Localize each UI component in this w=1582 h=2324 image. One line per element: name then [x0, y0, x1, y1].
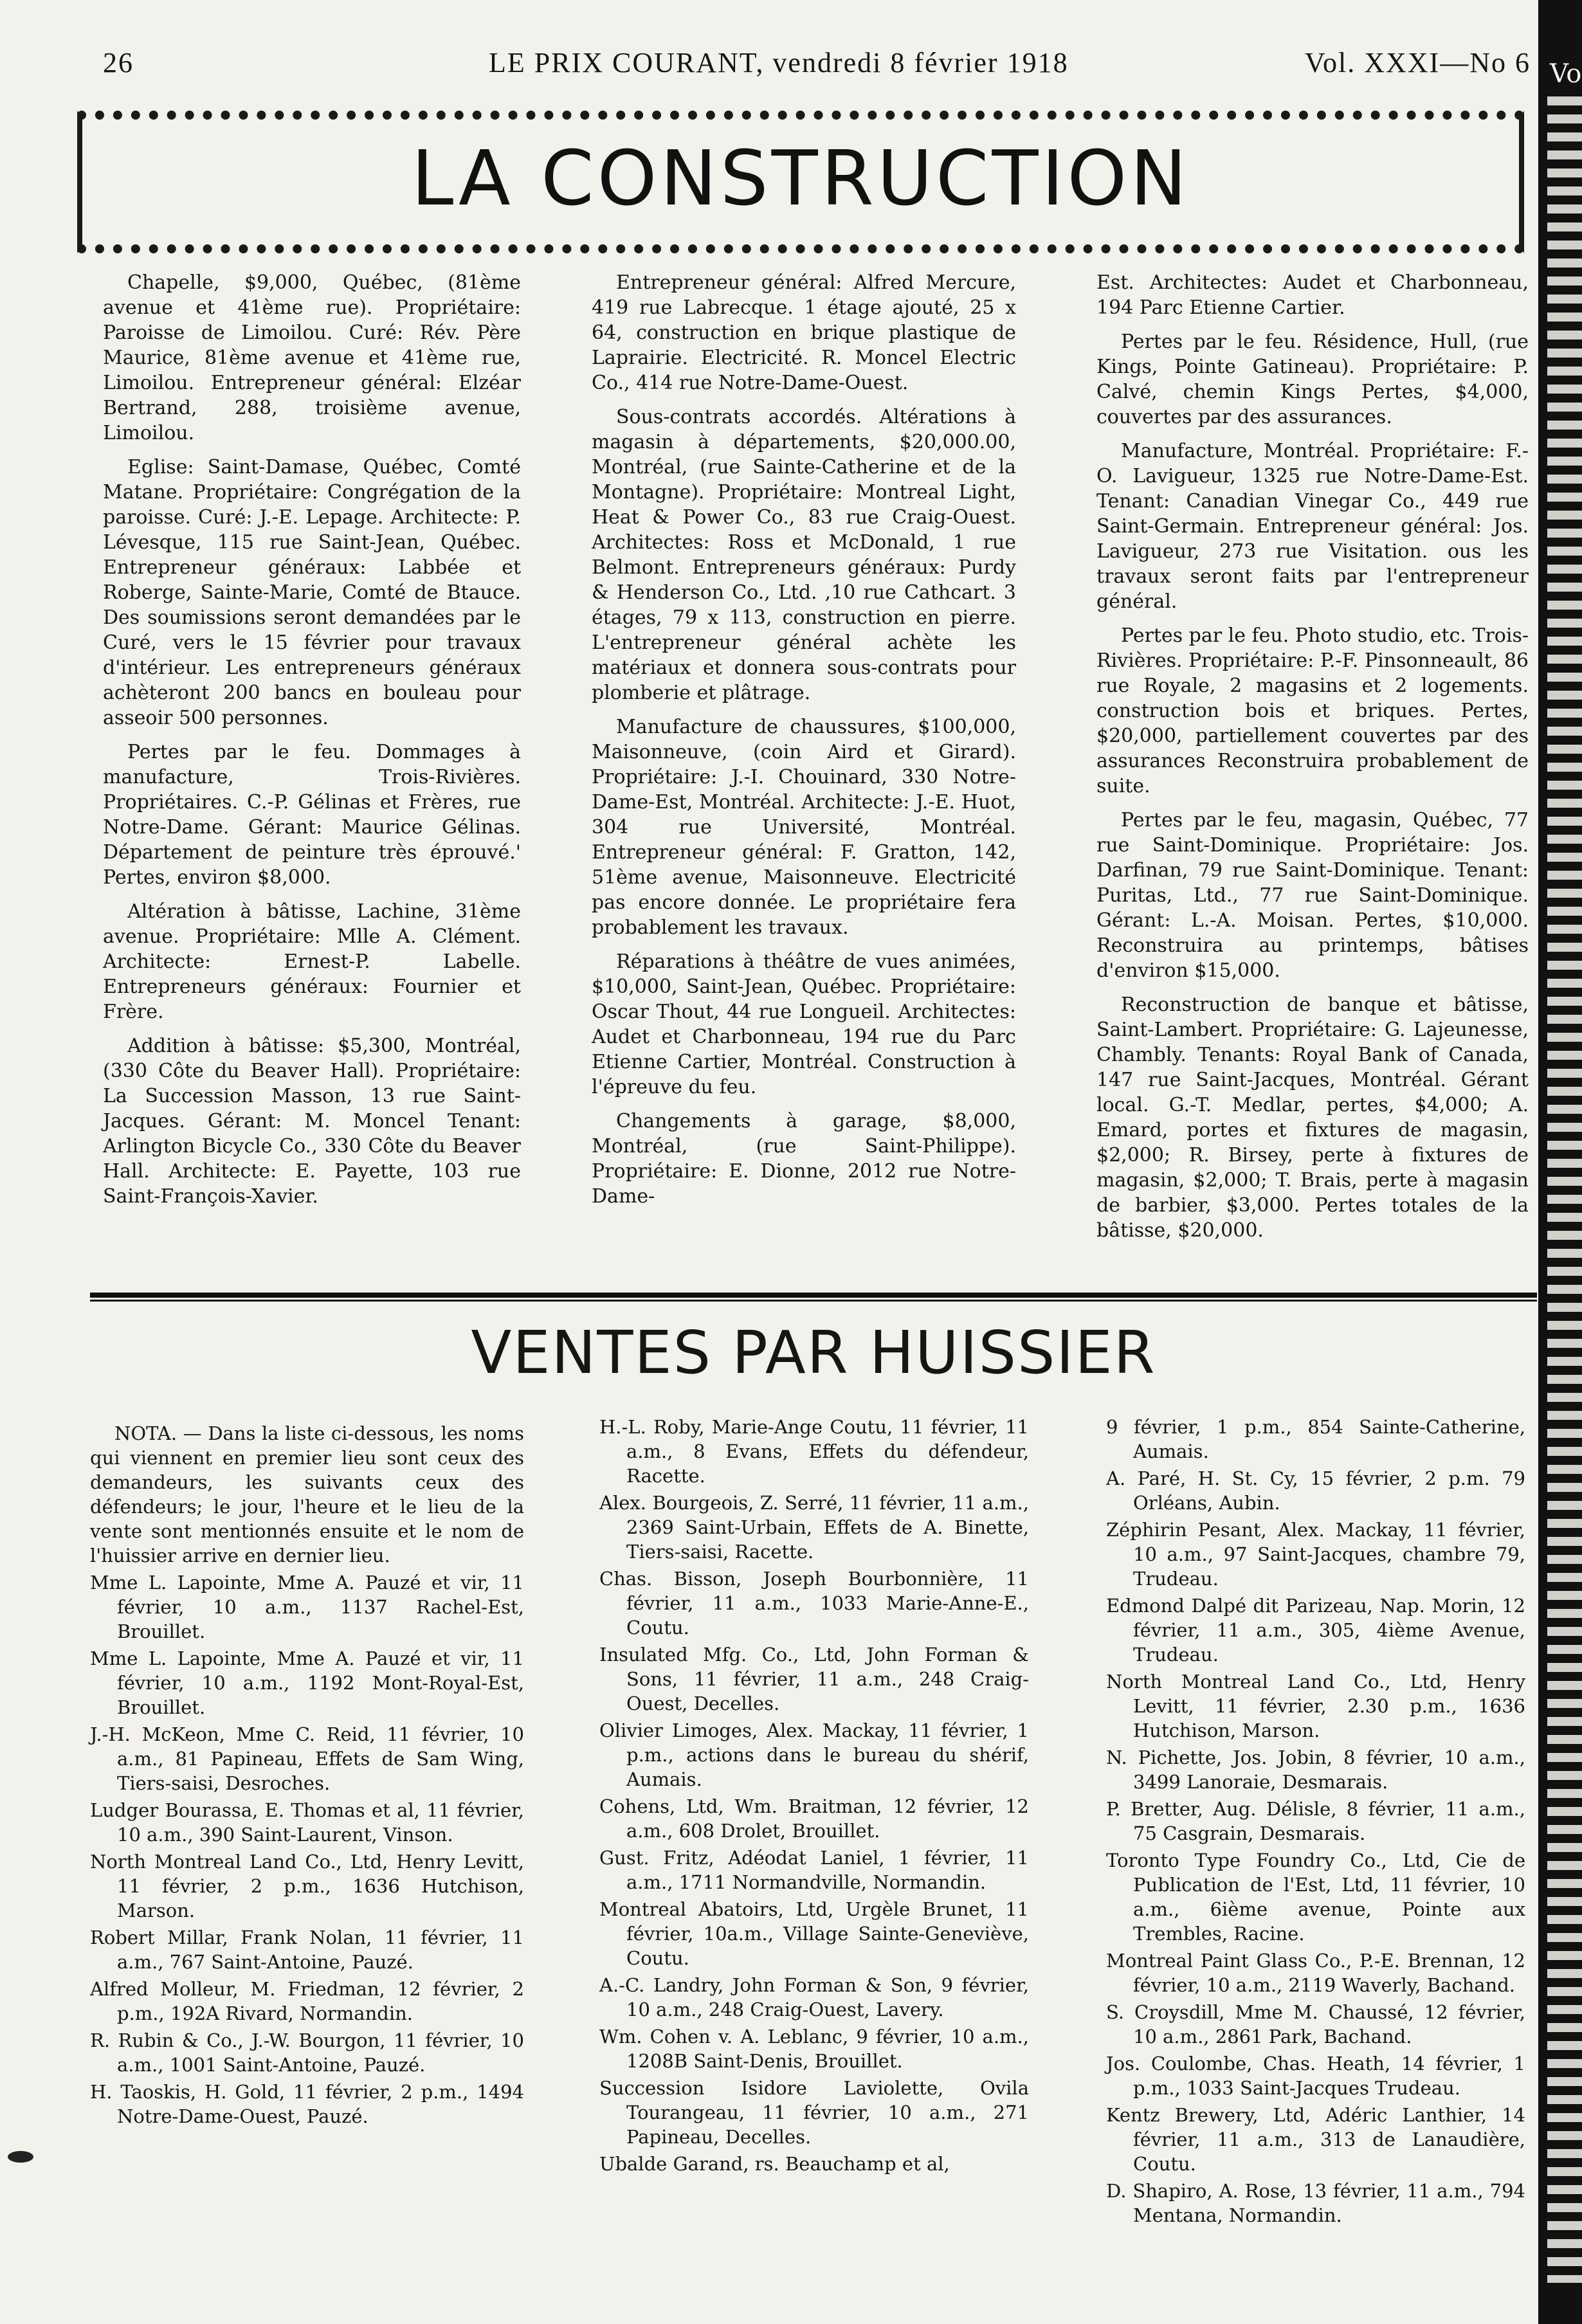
sale-entry: Insulated Mfg. Co., Ltd, John Forman & Sons, 11 février, 11 a.m., 248 Craig-Ouest, Decelles. [599, 1644, 1029, 1714]
sale-entry: Succession Isidore Laviolette, Ovila Tourangeau, 11 février, 10 a.m., 271 Papineau, Decelles. [599, 2077, 1029, 2148]
sale-entry: A. Paré, H. St. Cy, 15 février, 2 p.m. 79 Orléans, Aubin. [1106, 1467, 1525, 1514]
construction-entry: Changements à garage, $8,000, Montréal, (rue Saint-Philippe). Propriétaire: E. Dionne, 2012 rue Notre-Dame- [592, 1110, 1016, 1208]
construction-entry: Reconstruction de banque et bâtisse, Saint-Lambert. Propriétaire: G. Lajeunesse, Chambly. Tenants: Royal Bank of Canada, 147 rue Saint-Jacques, Montréal. Gérant local. G.-T. Medlar, pertes, $4,000; A. Emard, portes et fixtures de magasin, $2,000; R. Birsey, perte à fixtures de magasin, $2,000; T. Brais, perte à magasin de barbier, $3,000. Pertes totales de la bâtisse, $20,000. [1096, 994, 1529, 1242]
volume-number: Vol. XXXI—No 6 [1304, 47, 1531, 78]
construction-entry: Est. Architectes: Audet et Charbonneau, 194 Parc Etienne Cartier. [1096, 271, 1529, 319]
sale-entry: 9 février, 1 p.m., 854 Sainte-Catherine, Aumais. [1106, 1416, 1525, 1462]
sale-entry: S. Croysdill, Mme M. Chaussé, 12 février, 10 a.m., 2861 Park, Bachand. [1106, 2001, 1525, 2047]
construction-entry: Sous-contrats accordés. Altérations à magasin à départements, $20,000.00, Montréal, (rue Sainte-Catherine et de la Montagne). Propriétaire: Montreal Light, Heat & Power Co., 83 rue Craig-Ouest. Architectes: Ross et McDonald, 1 rue Belmont. Entrepreneurs généraux: Purdy & Henderson Co., Ltd. ,10 rue Cathcart. 3 étages, 79 x 113, construction en pierre. L'entrepreneur général achète les matériaux et donnera sous-contrats pour plomberie et plâtrage. [592, 406, 1016, 704]
sale-entry: Olivier Limoges, Alex. Mackay, 11 février, 1 p.m., actions dans le bureau du shérif, Aumais. [599, 1720, 1029, 1790]
construction-entry: Manufacture de chaussures, $100,000, Maisonneuve, (coin Aird et Girard). Propriétaire: J.-I. Chouinard, 330 Notre-Dame-Est, Montréal. Architecte: J.-E. Huot, 304 rue Université, Montréal. Entrepreneur général: F. Gratton, 142, 51ème avenue, Maisonneuve. Electricité pas encore donnée. Le propriétaire fera probablement les travaux. [592, 716, 1016, 939]
journal-title: LE PRIX COURANT, vendredi 8 février 1918 [489, 47, 1069, 78]
sale-entry: Alfred Molleur, M. Friedman, 12 février, 2 p.m., 192A Rivard, Normandin. [90, 1978, 524, 2024]
sale-entry: R. Rubin & Co., J.-W. Bourgon, 11 février, 10 a.m., 1001 Saint-Antoine, Pauzé. [90, 2029, 524, 2076]
construction-entry: Addition à bâtisse: $5,300, Montréal, (330 Côte du Beaver Hall). Propriétaire: La Succession Masson, 13 rue Saint-Jacques. Gérant: M. Moncel Tenant: Arlington Bicycle Co., 330 Côte du Beaver Hall. Architecte: E. Payette, 103 rue Saint-François-Xavier. [103, 1035, 521, 1208]
sale-entry: H.-L. Roby, Marie-Ange Coutu, 11 février, 11 a.m., 8 Evans, Effets du défendeur, Racette. [599, 1416, 1029, 1487]
construction-entry: Manufacture, Montréal. Propriétaire: F.-O. Lavigueur, 1325 rue Notre-Dame-Est. Tenant: Canadian Vinegar Co., 449 rue Saint-Germain. Entrepreneur général: Jos. Lavigueur, 273 rue Visitation. ous les travaux seront faits par l'entrepreneur général. [1096, 440, 1529, 613]
construction-entry: Pertes par le feu. Dommages à manufacture, Trois-Rivières. Propriétaires. C.-P. Gélinas et Frères, rue Notre-Dame. Gérant: Maurice Gélinas. Département de peinture très éprouvé.' Pertes, environ $8,000. [103, 741, 521, 889]
nota-paragraph: NOTA. — Dans la liste ci-dessous, les noms qui viennent en premier lieu sont ceux des demandeurs, les suivants ceux des défendeurs; le jour, l'heure et le lieu de la vente sont mentionnés ensuite et le nom de l'huissier arrive en dernier lieu. [90, 1422, 524, 1566]
sale-entry: Ludger Bourassa, E. Thomas et al, 11 février, 10 a.m., 390 Saint-Laurent, Vinson. [90, 1799, 524, 1846]
ventes-column-1 [90, 1421, 524, 2131]
construction-entry: Entrepreneur général: Alfred Mercure, 419 rue Labrecque. 1 étage ajouté, 25 x 64, construction en brique plastique de Laprairie. Electricité. R. Moncel Electric Co., 414 rue Notre-Dame-Ouest. [592, 271, 1016, 394]
adjacent-page-fragment: Vo [1550, 59, 1582, 89]
sale-entry: P. Bretter, Aug. Délisle, 8 février, 11 a.m., 75 Casgrain, Desmarais. [1106, 1798, 1525, 1844]
construction-entry: Pertes par le feu, magasin, Québec, 77 rue Saint-Dominique. Propriétaire: Jos. Darfinan, 79 rue Saint-Dominique. Tenant: Puritas, Ltd., 77 rue Saint-Dominique. Gérant: L.-A. Moisan. Pertes, $10,000. Reconstruira au printemps, bâtises d'environ $15,000. [1096, 809, 1529, 982]
page-number: 26 [103, 47, 134, 78]
sale-entry: North Montreal Land Co., Ltd, Henry Levitt, 11 février, 2.30 p.m., 1636 Hutchison, Marson. [1106, 1671, 1525, 1741]
sale-entry: Robert Millar, Frank Nolan, 11 février, 11 a.m., 767 Saint-Antoine, Pauzé. [90, 1927, 524, 1973]
construction-entry: Réparations à théâtre de vues animées, $10,000, Saint-Jean, Québec. Propriétaire: Oscar Thout, 44 rue Longueil. Architectes: Audet et Charbonneau, 194 rue du Parc Etienne Cartier, Montréal. Construction à l'épreuve du feu. [592, 950, 1016, 1098]
ventes-title: VENTES PAR HUISSIER [471, 1318, 1156, 1387]
sale-entry: Jos. Coulombe, Chas. Heath, 14 février, 1 p.m., 1033 Saint-Jacques Trudeau. [1106, 2053, 1525, 2099]
sale-entry: Ubalde Garand, rs. Beauchamp et al, [599, 2153, 950, 2175]
sale-entry: Toronto Type Foundry Co., Ltd, Cie de Publication de l'Est, Ltd, 11 février, 10 a.m., 6ième avenue, Pointe aux Trembles, Racine. [1106, 1849, 1525, 1945]
ventes-column-3 [1106, 1415, 1525, 2230]
construction-entry: Eglise: Saint-Damase, Québec, Comté Matane. Propriétaire: Congrégation de la paroisse. Curé: J.-E. Lepage. Architecte: P. Lévesque, 115 rue Saint-Jean, Québec. Entrepreneur généraux: Labbée et Roberge, Sainte-Marie, Comté de Btauce. Des soumissions seront demandées par le Curé, vers le 15 février pour travaux d'intérieur. Les entrepreneurs généraux achèteront 200 bancs en bouleau pour asseoir 500 personnes. [103, 456, 521, 729]
construction-entry: Pertes par le feu. Résidence, Hull, (rue Kings, Pointe Gatineau). Propriétaire: P. Calvé, chemin Kings Pertes, $4,000, couvertes par des assurances. [1096, 331, 1529, 428]
section-divider [90, 1293, 1537, 1302]
sale-entry: J.-H. McKeon, Mme C. Reid, 11 février, 10 a.m., 81 Papineau, Effets de Sam Wing, Tiers-saisi, Desroches. [90, 1723, 524, 1794]
sale-entry: N. Pichette, Jos. Jobin, 8 février, 10 a.m., 3499 Lanoraie, Desmarais. [1106, 1747, 1525, 1793]
sale-entry: Cohens, Ltd, Wm. Braitman, 12 février, 12 a.m., 608 Drolet, Brouillet. [599, 1795, 1029, 1842]
sale-entry: Kentz Brewery, Ltd, Adéric Lanthier, 14 février, 11 a.m., 313 de Lanaudière, Coutu. [1106, 2104, 1525, 2175]
sale-entry: Montreal Paint Glass Co., P.-E. Brennan, 12 février, 10 a.m., 2119 Waverly, Bachand. [1106, 1950, 1525, 1996]
sale-entry: Alex. Bourgeois, Z. Serré, 11 février, 11 a.m., 2369 Saint-Urbain, Effets de A. Binette, Tiers-saisi, Racette. [599, 1492, 1029, 1563]
sale-entry: Chas. Bisson, Joseph Bourbonnière, 11 février, 11 a.m., 1033 Marie-Anne-E., Coutu. [599, 1568, 1029, 1639]
ink-smudge [8, 2151, 33, 2163]
sale-entry: Gust. Fritz, Adéodat Laniel, 1 février, 11 a.m., 1711 Normandville, Normandin. [599, 1847, 1029, 1893]
sale-entry: Mme L. Lapointe, Mme A. Pauzé et vir, 11 février, 10 a.m., 1137 Rachel-Est, Brouillet. [90, 1572, 524, 1642]
sale-entry: Wm. Cohen v. A. Leblanc, 9 février, 10 a.m., 1208B Saint-Denis, Brouillet. [599, 2026, 1029, 2072]
construction-column-1 [103, 270, 521, 1218]
construction-entry: Altération à bâtisse, Lachine, 31ème avenue. Propriétaire: Mlle A. Clément. Architecte: Ernest-P. Labelle. Entrepreneurs généraux: Fournier et Frère. [103, 900, 521, 1023]
construction-entry: Chapelle, $9,000, Québec, (81ème avenue et 41ème rue). Propriétaire: Paroisse de Limoilou. Curé: Rév. Père Maurice, 81ème avenue et 41ème rue, Limoilou. Entrepreneur général: Elzéar Bertrand, 288, troisième avenue, Limoilou. [103, 271, 521, 444]
sale-entry: Mme L. Lapointe, Mme A. Pauzé et vir, 11 février, 10 a.m., 1192 Mont-Royal-Est, Brouillet. [90, 1648, 524, 1718]
sale-entry: A.-C. Landry, John Forman & Son, 9 février, 10 a.m., 248 Craig-Ouest, Lavery. [599, 1974, 1029, 2020]
construction-banner [77, 111, 1524, 253]
adjacent-page-border [1547, 96, 1582, 2283]
sale-entry: Montreal Abatoirs, Ltd, Urgèle Brunet, 11 février, 10a.m., Village Sainte-Geneviève, Coutu. [599, 1898, 1029, 1969]
sale-entry: H. Taoskis, H. Gold, 11 février, 2 p.m., 1494 Notre-Dame-Ouest, Pauzé. [90, 2081, 524, 2127]
sale-entry: Edmond Dalpé dit Parizeau, Nap. Morin, 12 février, 11 a.m., 305, 4ième Avenue, Trudeau. [1106, 1595, 1525, 1666]
ventes-column-2 [599, 1415, 1029, 2179]
sale-entry: D. Shapiro, A. Rose, 13 février, 11 a.m., 794 Mentana, Normandin. [1106, 2180, 1525, 2226]
page-header [103, 39, 1531, 90]
construction-column-2 [592, 270, 1016, 1218]
construction-title: LA CONSTRUCTION [411, 134, 1190, 222]
construction-entry: Pertes par le feu. Photo studio, etc. Trois-Rivières. Propriétaire: P.-F. Pinsonneault, 86 rue Royale, 2 magasins et 2 logements. construction bois et briques. Pertes, $20,000, partiellement couvertes par des assurances Reconstruira probablement de suite. [1096, 624, 1529, 797]
sale-entry: Zéphirin Pesant, Alex. Mackay, 11 février, 10 a.m., 97 Saint-Jacques, chambre 79, Trudeau. [1106, 1519, 1525, 1590]
sale-entry: North Montreal Land Co., Ltd, Henry Levitt, 11 février, 2 p.m., 1636 Hutchison, Marson. [90, 1851, 524, 1921]
construction-column-3 [1096, 270, 1529, 1252]
